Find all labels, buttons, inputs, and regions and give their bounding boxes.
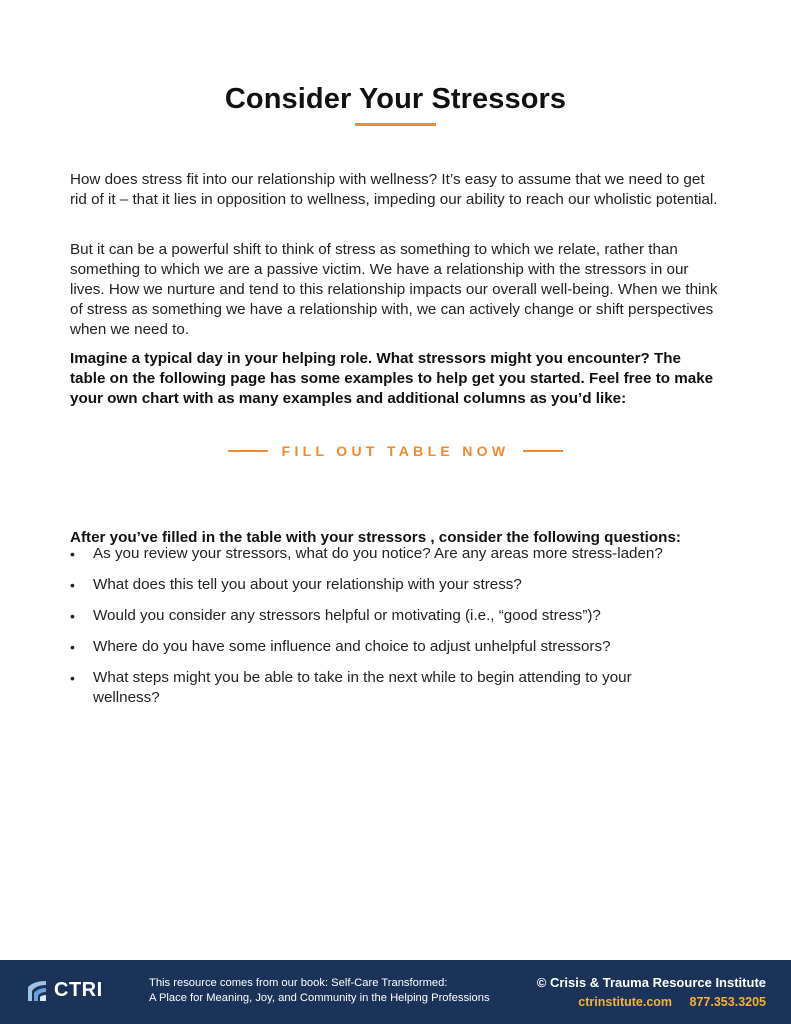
list-item: • As you review your stressors, what do you notice? Are any areas more stress-laden? — [70, 544, 690, 564]
fill-table-cta — [0, 442, 791, 460]
list-item: • What steps might you be able to take in the next while to begin attending to your wellness? — [70, 668, 690, 708]
ctri-logo — [26, 979, 103, 1002]
relationship-paragraph: But it can be a powerful shift to think of stress as something to which we relate, rather than something to which we are a passive victim. We have a relationship with the stressors in our lives. How we nurture and tend to this relationship impacts our overall well-being. When we think of stress as something we have a relationship with, we can actively change or shift perspectives when we need to. — [70, 241, 718, 339]
ctri-logo-icon — [26, 979, 48, 1002]
page-title: Consider Your Stressors — [224, 83, 567, 116]
phone-number[interactable]: 877.353.3205 — [689, 995, 766, 1009]
organization-name: © Crisis & Trauma Resource Institute — [536, 975, 766, 990]
prompt-paragraph: Imagine a typical day in your helping role. What stressors might you encounter? The table on the following page has some examples to help get you started. Feel free to make your own chart with as many examples and additional columns as you’d like: — [70, 350, 714, 408]
book-credit — [149, 976, 490, 1006]
intro-paragraph: How does stress fit into our relationship with wellness? It’s easy to assume that we need to get rid of it – that it lies in opposition to wellness, impeding our ability to reach our wholistic potential. — [70, 171, 718, 209]
book-line-2: A Place for Meaning, Joy, and Community in the Helping Professions — [149, 992, 490, 1004]
list-item: • Where do you have some influence and choice to adjust unhelpful stressors? — [70, 637, 690, 657]
cta-right-rule — [523, 450, 563, 452]
contact-info — [537, 974, 766, 1010]
cta-left-rule — [228, 450, 268, 452]
book-line-1: This resource comes from our book: Self-Care Transformed: — [149, 977, 448, 989]
fill-out-table-link[interactable]: FILL OUT TABLE NOW — [281, 443, 510, 459]
questions-list — [70, 544, 690, 719]
list-item: • What does this tell you about your relationship with your stress? — [70, 575, 690, 595]
list-item: • Would you consider any stressors helpful or motivating (i.e., “good stress”)? — [70, 606, 690, 626]
contact-line — [537, 994, 766, 1010]
logo-text: CTRI — [54, 979, 103, 1001]
footer-bar — [0, 960, 791, 1024]
questions-heading: After you’ve filled in the table with your stressors , consider the following questions: — [70, 529, 681, 547]
title-underline — [355, 123, 436, 126]
website-link[interactable]: ctrinstitute.com — [578, 995, 673, 1009]
